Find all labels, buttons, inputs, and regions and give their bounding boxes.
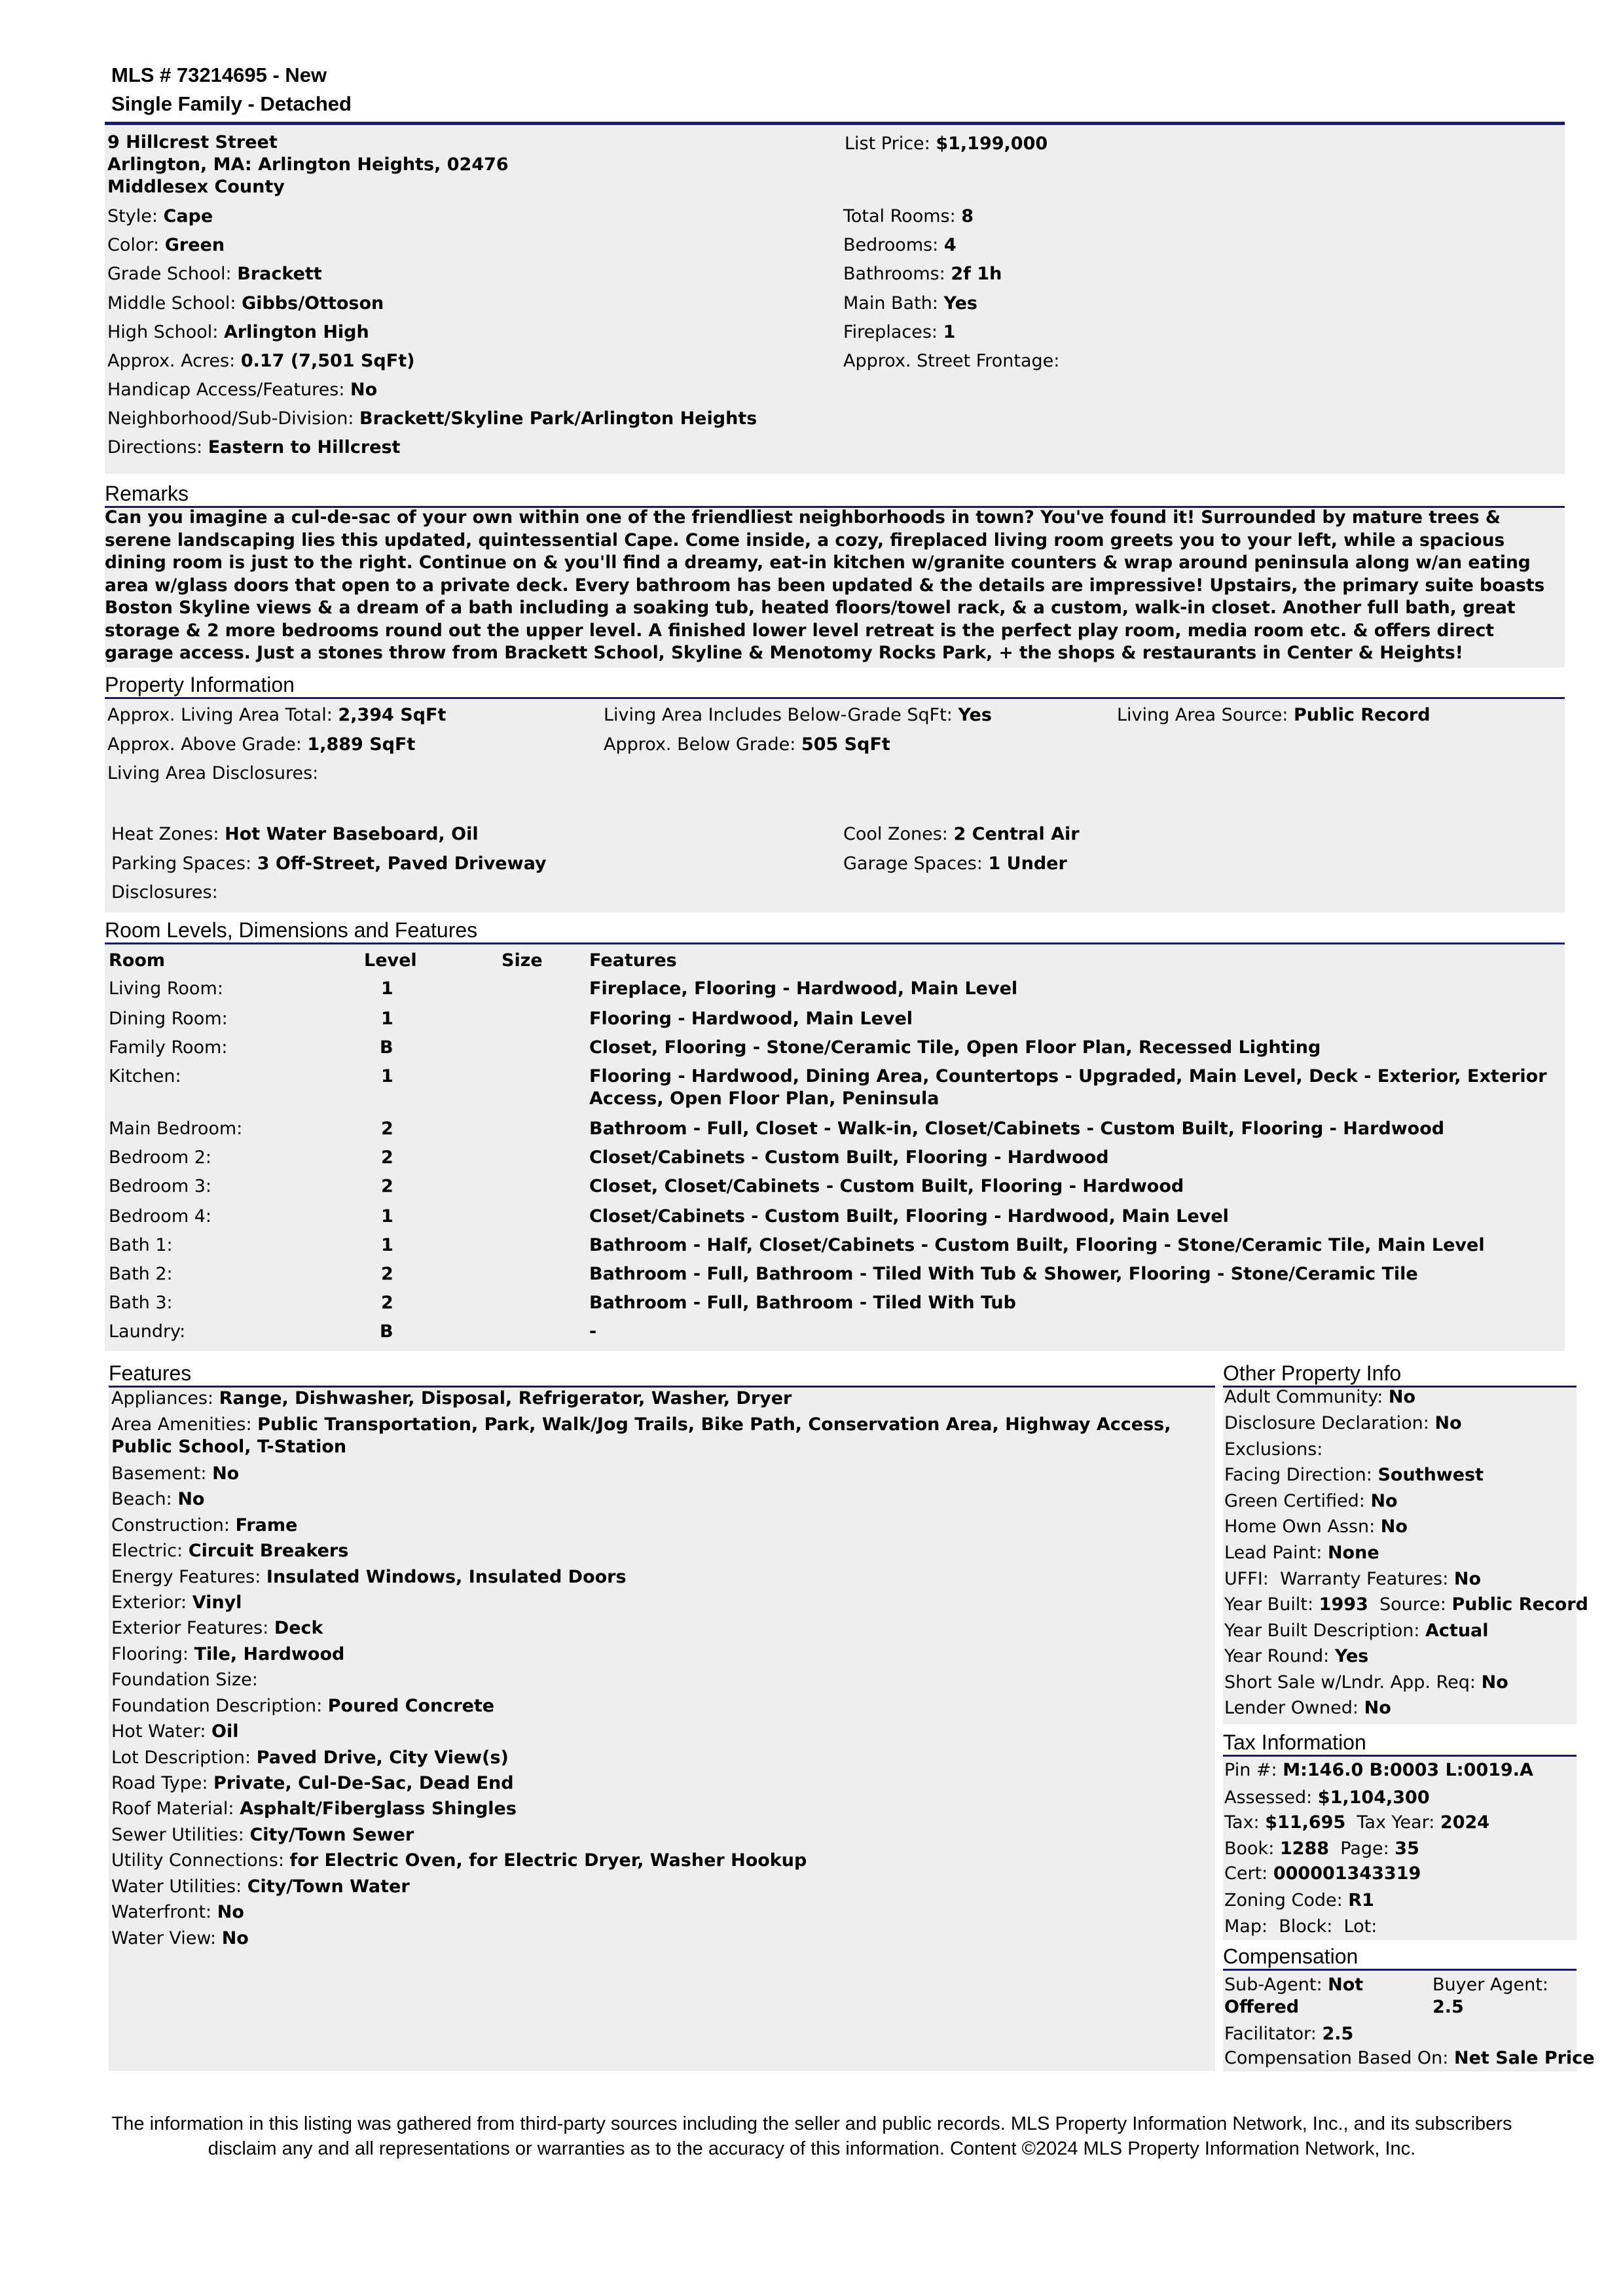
lender-owned <box>1224 1697 1391 1719</box>
field-value: Public Record <box>1294 705 1431 725</box>
field-value: for Electric Oven, for Electric Dryer, Washer Hookup <box>289 1850 807 1871</box>
field-value: 2f 1h <box>951 264 1002 284</box>
field-label: Source: <box>1379 1594 1446 1615</box>
list-item <box>111 1824 414 1846</box>
map-block-lot <box>1224 1916 1377 1938</box>
zoning-code <box>1224 1890 1374 1912</box>
summary-field <box>107 234 225 257</box>
field-value: No <box>1388 1387 1416 1407</box>
field-value: Net Sale Price <box>1453 2048 1595 2068</box>
disclaimer <box>98 2111 1525 2161</box>
list-item <box>111 1592 242 1614</box>
room-features: - <box>589 1321 597 1342</box>
field-value: Private, Cul-De-Sac, Dead End <box>213 1773 514 1793</box>
field-value: No <box>1380 1516 1408 1537</box>
list-price <box>845 133 1048 155</box>
room-level: 1 <box>381 1066 393 1086</box>
disclaimer-line: The information in this listing was gathered from third-party sources including the seller and public records. MLS Property Information Network, Inc., and its subscribers <box>111 2113 1512 2134</box>
list-price-value: $1,199,000 <box>936 134 1048 154</box>
list-item <box>111 1721 239 1743</box>
list-item <box>111 1901 244 1924</box>
field-label: Construction: <box>111 1515 230 1535</box>
remarks-title: Remarks <box>105 482 189 505</box>
field-label: Exterior: <box>111 1592 187 1613</box>
room-level: 2 <box>381 1264 393 1284</box>
field-label: Facilitator: <box>1224 2024 1317 2044</box>
room-features: Closet, Closet/Cabinets - Custom Built, Flooring - Hardwood <box>589 1176 1184 1196</box>
living-area-disclosures <box>107 762 318 785</box>
field-label: Sub-Agent: <box>1224 1975 1322 1995</box>
remarks-text: Can you imagine a cul-de-sac of your own within one of the friendliest neighborhoods in town? You've found it! Surrounded by mature trees & serene landscaping lies this updated, quintessential Cape. Come inside, a cozy, fireplaced living room greets you to your left, while a spacious dining room is just to the right. Continue on & you'll find a dreamy, eat-in kitchen w/granite counters & wrap around peninsula along w/an eating area w/glass doors that open to a private deck. Every bathroom has been updated & the details are impressive! Upstairs, the primary suite boasts Boston Skyline views & a dream of a bath including a soaking tub, heated floors/towel rack, & a custom, walk-in closet. Another full bath, great storage & 2 more bedrooms round out the upper level. A finished lower level retreat is the perfect play room, media room etc. & offers direct garage access. Just a stones throw from Brackett School, Skyline & Menotomy Rocks Park, + the shops & restaurants in Center & Heights! <box>105 507 1545 663</box>
field-label: Fireplaces: <box>843 322 938 342</box>
field-label: Lead Paint: <box>1224 1543 1322 1563</box>
field-value: No <box>1453 1569 1482 1589</box>
field-label: Directions: <box>107 437 203 457</box>
field-value: 35 <box>1395 1839 1419 1859</box>
field-label: Block: <box>1279 1916 1333 1937</box>
field-label: Handicap Access/Features: <box>107 380 345 400</box>
field-label: Bedrooms: <box>843 235 939 255</box>
field-value: 2024 <box>1440 1812 1490 1833</box>
field-label: Tax Year: <box>1357 1812 1435 1833</box>
room-features: Closet/Cabinets - Custom Built, Flooring - Hardwood <box>589 1147 1109 1168</box>
field-value: 000001343319 <box>1273 1863 1421 1884</box>
field-value: 2.5 <box>1322 2024 1354 2044</box>
field-label: Energy Features: <box>111 1567 261 1587</box>
list-item <box>111 1695 494 1717</box>
uffi-warranty <box>1224 1568 1481 1590</box>
facing-direction <box>1224 1464 1484 1486</box>
field-value: Yes <box>958 705 992 725</box>
list-item <box>111 1617 323 1640</box>
field-value: 4 <box>943 235 957 255</box>
other-info-title: Other Property Info <box>1223 1361 1402 1385</box>
field-value: Insulated Windows, Insulated Doors <box>266 1567 627 1587</box>
field-label: Foundation Size: <box>111 1670 258 1690</box>
summary-field <box>107 206 213 228</box>
year-round <box>1224 1645 1368 1668</box>
list-item <box>111 1388 792 1410</box>
field-label: Page: <box>1340 1839 1389 1859</box>
room-name: Main Bedroom: <box>109 1119 243 1139</box>
summary-field <box>107 321 369 344</box>
field-value: Oil <box>211 1721 239 1742</box>
room-name: Dining Room: <box>109 1009 228 1029</box>
list-item <box>111 1798 517 1820</box>
lead-paint <box>1224 1542 1379 1564</box>
room-level: 1 <box>381 1235 393 1255</box>
list-item <box>111 1643 344 1666</box>
property-type: Single Family - Detached <box>111 92 352 115</box>
field-value: 2,394 SqFt <box>338 705 447 725</box>
room-features: Closet/Cabinets - Custom Built, Flooring - Hardwood, Main Level <box>589 1206 1229 1227</box>
list-item <box>111 1747 509 1769</box>
field-label: Parking Spaces: <box>111 853 252 874</box>
field-label: Road Type: <box>111 1773 208 1793</box>
field-label: Garage Spaces: <box>843 853 983 874</box>
field-label: Cool Zones: <box>843 824 948 844</box>
room-features: Bathroom - Half, Closet/Cabinets - Custom Built, Flooring - Stone/Ceramic Tile, Main Level <box>589 1235 1485 1255</box>
field-value: No <box>1481 1672 1508 1693</box>
living-area-source <box>1117 704 1431 726</box>
features-header: Features <box>589 950 677 971</box>
field-label: Grade School: <box>107 264 232 284</box>
short-sale <box>1224 1672 1508 1694</box>
field-label: Roof Material: <box>111 1799 234 1819</box>
book-page <box>1224 1838 1419 1860</box>
field-value: 505 SqFt <box>801 734 890 755</box>
field-value: City/Town Water <box>247 1876 410 1897</box>
list-item <box>111 1669 258 1691</box>
field-label: Color: <box>107 235 160 255</box>
field-label: Beach: <box>111 1489 172 1509</box>
field-value: Southwest <box>1377 1465 1484 1485</box>
field-label: Year Round: <box>1224 1646 1330 1666</box>
field-label: Short Sale w/Lndr. App. Req: <box>1224 1672 1476 1693</box>
disclaimer-line: disclaim any and all representations or warranties as to the accuracy of this information. Content ©2024 MLS Property Information Network, Inc. <box>208 2138 1416 2159</box>
field-value: Public Transportation, Park, Walk/Jog Trails, Bike Path, Conservation Area, Highway Access, Public School, T-Station <box>111 1414 1171 1457</box>
field-value: Frame <box>235 1515 298 1535</box>
home-own-assn <box>1224 1516 1408 1538</box>
field-label: Assessed: <box>1224 1787 1313 1808</box>
field-value: Asphalt/Fiberglass Shingles <box>240 1799 517 1819</box>
field-value: Brackett <box>237 264 322 284</box>
disclosure-declaration <box>1224 1412 1462 1435</box>
field-label: Book: <box>1224 1839 1275 1859</box>
buyer-agent-label: Buyer Agent: <box>1432 1975 1548 1995</box>
field-label: Flooring: <box>111 1644 189 1664</box>
field-value: Yes <box>943 293 977 314</box>
field-value: M:146.0 B:0003 L:0019.A <box>1283 1760 1533 1780</box>
room-level: 2 <box>381 1293 393 1313</box>
cool-zones <box>843 823 1080 846</box>
field-value: Gibbs/Ottoson <box>242 293 384 314</box>
room-features: Closet, Flooring - Stone/Ceramic Tile, Open Floor Plan, Recessed Lighting <box>589 1037 1321 1058</box>
field-label: Living Area Includes Below-Grade SqFt: <box>604 705 953 725</box>
living-area-total <box>107 704 446 726</box>
field-value: No <box>217 1902 244 1922</box>
room-name: Bath 3: <box>109 1293 173 1313</box>
list-item <box>111 1515 297 1537</box>
field-label: Main Bath: <box>843 293 938 314</box>
city-line: Arlington, MA: Arlington Heights, 02476 <box>107 154 509 175</box>
room-features: Bathroom - Full, Bathroom - Tiled With Tub <box>589 1293 1016 1313</box>
list-item <box>111 1488 204 1511</box>
field-label: Cert: <box>1224 1863 1268 1884</box>
facilitator <box>1224 2023 1353 2045</box>
room-level: 1 <box>381 978 393 999</box>
disclosures <box>111 882 218 904</box>
room-name: Bath 1: <box>109 1235 173 1255</box>
year-built-description <box>1224 1620 1489 1642</box>
cert <box>1224 1863 1421 1885</box>
field-label: Middle School: <box>107 293 236 314</box>
summary-field <box>843 263 1002 285</box>
field-label: Waterfront: <box>111 1902 212 1922</box>
room-features: Bathroom - Full, Bathroom - Tiled With Tub & Shower, Flooring - Stone/Ceramic Tile <box>589 1264 1418 1284</box>
field-value: Range, Dishwasher, Disposal, Refrigerator, Washer, Dryer <box>219 1388 792 1408</box>
field-label: Approx. Below Grade: <box>604 734 796 755</box>
compensation-based-on <box>1224 2047 1595 2070</box>
compensation-title: Compensation <box>1223 1945 1359 1968</box>
field-value: Hot Water Baseboard, Oil <box>225 824 479 844</box>
room-level: 1 <box>381 1009 393 1029</box>
field-value: Cape <box>163 206 213 226</box>
room-level: 1 <box>381 1206 393 1227</box>
room-name: Living Room: <box>109 978 223 999</box>
field-value: Eastern to Hillcrest <box>208 437 401 457</box>
field-value: 3 Off-Street, Paved Driveway <box>257 853 547 874</box>
field-label: Adult Community: <box>1224 1387 1383 1407</box>
list-item <box>111 1850 807 1872</box>
features-panel <box>109 1388 1215 2071</box>
summary-field <box>107 379 377 401</box>
field-label: Exclusions: <box>1224 1439 1323 1460</box>
field-label: Bathrooms: <box>843 264 945 284</box>
field-label: Water Utilities: <box>111 1876 242 1897</box>
county: Middlesex County <box>107 177 285 197</box>
field-label: Pin #: <box>1224 1760 1277 1780</box>
exclusions <box>1224 1439 1322 1461</box>
summary-field <box>843 206 974 228</box>
field-label: Approx. Acres: <box>107 351 236 371</box>
field-label: Living Area Disclosures: <box>107 763 319 783</box>
field-value: $11,695 <box>1265 1812 1346 1833</box>
field-value: Green <box>164 235 225 255</box>
size-header: Size <box>501 950 543 971</box>
field-label: Green Certified: <box>1224 1491 1365 1511</box>
room-features: Fireplace, Flooring - Hardwood, Main Level <box>589 978 1018 999</box>
features-title: Features <box>109 1361 192 1385</box>
room-name: Bedroom 4: <box>109 1206 211 1227</box>
list-item <box>111 1414 1185 1458</box>
tax-amount <box>1224 1812 1489 1834</box>
field-label: Year Built Description: <box>1224 1621 1420 1641</box>
room-name: Laundry: <box>109 1321 186 1342</box>
field-label: Disclosures: <box>111 882 218 903</box>
field-label: Basement: <box>111 1463 207 1484</box>
field-value: No <box>1434 1413 1462 1433</box>
field-label: Lender Owned: <box>1224 1698 1359 1718</box>
field-label: High School: <box>107 322 219 342</box>
summary-field <box>843 321 955 344</box>
mls-number: MLS # 73214695 - New <box>111 63 327 86</box>
room-level: B <box>380 1037 393 1058</box>
field-value: 1288 <box>1279 1839 1330 1859</box>
field-label: Facing Direction: <box>1224 1465 1372 1485</box>
room-name: Bath 2: <box>109 1264 173 1284</box>
property-info-title: Property Information <box>105 673 295 696</box>
field-label: Total Rooms: <box>843 206 956 226</box>
field-label: Lot Description: <box>111 1748 251 1768</box>
field-value: Paved Drive, City View(s) <box>256 1748 509 1768</box>
assessed <box>1224 1787 1430 1809</box>
field-label: Appliances: <box>111 1388 214 1408</box>
year-built <box>1224 1594 1588 1616</box>
field-value: No <box>221 1928 249 1948</box>
field-label: Area Amenities: <box>111 1414 252 1435</box>
list-item <box>111 1540 348 1562</box>
room-name: Bedroom 3: <box>109 1176 211 1196</box>
field-label: Tax: <box>1224 1812 1260 1833</box>
field-value: None <box>1327 1543 1379 1563</box>
field-label: Exterior Features: <box>111 1618 269 1638</box>
buyer-agent-value: 2.5 <box>1432 1997 1464 2017</box>
heat-zones <box>111 823 479 846</box>
summary-field <box>843 293 977 315</box>
list-item <box>111 1463 239 1485</box>
field-value: 1 <box>943 322 956 342</box>
summary-field <box>843 350 1059 372</box>
room-features: Bathroom - Full, Closet - Walk-in, Closet/Cabinets - Custom Built, Flooring - Hardwood <box>589 1119 1445 1139</box>
field-value: $1,104,300 <box>1317 1787 1430 1808</box>
summary-field <box>107 263 322 285</box>
room-level: 2 <box>381 1147 393 1168</box>
field-value: 2 Central Air <box>953 824 1080 844</box>
field-label: Year Built: <box>1224 1594 1314 1615</box>
summary-field <box>107 293 384 315</box>
summary-field <box>107 408 757 430</box>
field-label: Heat Zones: <box>111 824 219 844</box>
field-value: No <box>177 1489 205 1509</box>
rooms-title: Room Levels, Dimensions and Features <box>105 918 478 942</box>
room-level: B <box>380 1321 393 1342</box>
field-value: Actual <box>1425 1621 1489 1641</box>
list-item <box>111 1928 249 1950</box>
field-value: No <box>212 1463 240 1484</box>
field-label: Approx. Living Area Total: <box>107 705 333 725</box>
field-value: No <box>1364 1698 1391 1718</box>
field-label: Sewer Utilities: <box>111 1825 244 1845</box>
field-value: Vinyl <box>192 1592 242 1613</box>
garage-spaces <box>843 853 1067 875</box>
field-value: Circuit Breakers <box>188 1541 349 1561</box>
summary-field <box>843 234 957 257</box>
field-value: 1 Under <box>988 853 1067 874</box>
field-label: Neighborhood/Sub-Division: <box>107 408 354 429</box>
field-value: Not <box>1328 1975 1364 1995</box>
field-label: Zoning Code: <box>1224 1890 1343 1910</box>
room-header: Room <box>109 950 166 971</box>
sub-agent <box>1224 1974 1363 1996</box>
field-value: Tile, Hardwood <box>194 1644 345 1664</box>
field-label: Hot Water: <box>111 1721 206 1742</box>
field-label: Disclosure Declaration: <box>1224 1413 1429 1433</box>
field-label: Approx. Street Frontage: <box>843 351 1060 371</box>
field-label: Foundation Description: <box>111 1696 323 1716</box>
list-item <box>111 1772 514 1795</box>
room-features: Flooring - Hardwood, Dining Area, Countertops - Upgraded, Main Level, Deck - Exterior, Exterior Access, Open Floor Plan, Peninsula <box>589 1066 1547 1109</box>
tax-info-title: Tax Information <box>1223 1731 1366 1754</box>
adult-community <box>1224 1386 1415 1408</box>
room-level: 2 <box>381 1119 393 1139</box>
includes-below-grade <box>604 704 992 726</box>
field-value: R1 <box>1348 1890 1374 1910</box>
street-address: 9 Hillcrest Street <box>107 132 278 152</box>
field-value: 0.17 (7,501 SqFt) <box>240 351 415 371</box>
room-level: 2 <box>381 1176 393 1196</box>
room-name: Bedroom 2: <box>109 1147 211 1168</box>
pin-number <box>1224 1759 1533 1782</box>
above-grade <box>107 734 415 756</box>
field-value: No <box>1370 1491 1398 1511</box>
property-info-panel <box>105 699 1565 912</box>
field-label: UFFI: <box>1224 1569 1269 1589</box>
summary-field <box>107 437 400 459</box>
list-item <box>111 1566 627 1588</box>
field-label: Style: <box>107 206 158 226</box>
list-price-label: List Price: <box>845 134 930 154</box>
below-grade <box>604 734 890 756</box>
field-label: Living Area Source: <box>1117 705 1288 725</box>
field-label: Electric: <box>111 1541 183 1561</box>
list-item <box>111 1876 410 1898</box>
field-label: Warranty Features: <box>1280 1569 1449 1589</box>
field-label: Lot: <box>1343 1916 1377 1937</box>
field-value: Yes <box>1334 1646 1369 1666</box>
room-features: Flooring - Hardwood, Main Level <box>589 1009 913 1029</box>
room-name: Kitchen: <box>109 1066 181 1086</box>
field-value: Arlington High <box>223 322 369 342</box>
room-name: Family Room: <box>109 1037 228 1058</box>
field-label: Compensation Based On: <box>1224 2048 1449 2068</box>
field-value: Deck <box>274 1618 323 1638</box>
field-value: Brackett/Skyline Park/Arlington Heights <box>359 408 757 429</box>
field-value: 1993 <box>1319 1594 1368 1615</box>
green-certified <box>1224 1490 1398 1513</box>
sub-agent-value-cont: Offered <box>1224 1997 1300 2017</box>
field-value: Public Record <box>1451 1594 1588 1615</box>
field-value: 1,889 SqFt <box>307 734 416 755</box>
field-label: Approx. Above Grade: <box>107 734 302 755</box>
field-value: City/Town Sewer <box>249 1825 414 1845</box>
field-label: Map: <box>1224 1916 1268 1937</box>
field-value: 8 <box>961 206 974 226</box>
field-value: No <box>350 380 378 400</box>
summary-field <box>107 350 414 372</box>
field-label: Home Own Assn: <box>1224 1516 1376 1537</box>
level-header: Level <box>364 950 417 971</box>
field-label: Utility Connections: <box>111 1850 284 1871</box>
parking-spaces <box>111 853 547 875</box>
field-label: Water View: <box>111 1928 217 1948</box>
field-value: Poured Concrete <box>327 1696 495 1716</box>
